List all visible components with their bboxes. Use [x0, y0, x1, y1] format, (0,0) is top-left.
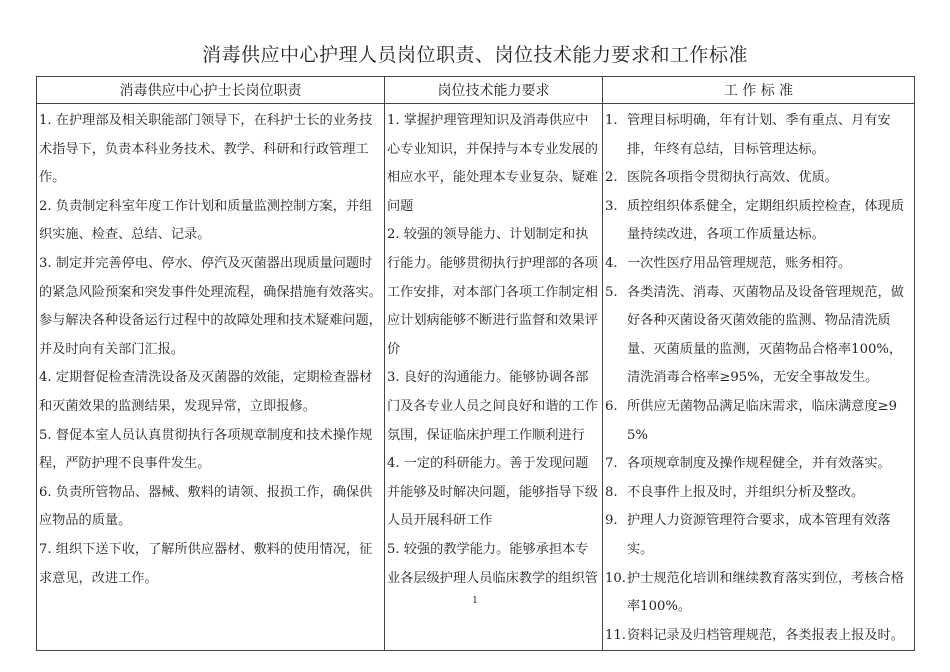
skill-item: 5. 较强的教学能力。能够承担本专业各层级护理人员临床教学的组织管	[387, 541, 598, 586]
standard-number: 10.	[605, 570, 626, 586]
duty-item: 4. 定期督促检查清洗设备及灭菌器的效能，定期检查器材和灭菌效果的监测结果，发现异常，立即报修。	[39, 370, 373, 414]
standard-item	[605, 393, 912, 450]
duty-item: 3. 制定并完善停电、停水、停汽及灭菌器出现质量问题时的紧急风险预案和突发事件处理流程，确保措施有效落实。参与解决各种设备运行过程中的故障处理和技术疑难问题，并及时向有关部门汇报。	[39, 255, 382, 357]
duties-cell	[37, 104, 385, 651]
table-header-row	[37, 77, 915, 104]
standard-text: 各项规章制度及操作规程健全，并有效落实。	[627, 456, 891, 472]
duty-item: 5. 督促本室人员认真贯彻执行各项规章制度和技术操作规程，严防护理不良事件发生。	[39, 427, 373, 472]
standard-text: 不良事件上报及时，并组织分析及整改。	[627, 484, 865, 500]
standard-number: 2.	[605, 170, 618, 186]
standard-text: 各类清洗、消毒、灭菌物品及设备管理规范，做好各种灭菌设备灭菌效能的监测、物品清洗质量、灭菌质量的监测，灭菌物品合格率100%，清洗消毒合格率≥95%，无安全事故发生。	[627, 284, 904, 386]
standard-number: 5.	[605, 284, 618, 300]
duty-item: 6. 负责所管物品、器械、敷料的请领、报损工作，确保供应物品的质量。	[39, 484, 373, 529]
standard-number: 1.	[605, 113, 618, 128]
standard-item	[605, 507, 912, 564]
header-duties: 消毒供应中心护士长岗位职责	[37, 77, 385, 104]
skill-item: 1. 掌握护理管理知识及消毒供应中心专业知识，并保持与本专业发展的相应水平，能处理本专业复杂、疑难问题	[387, 113, 598, 214]
standard-text: 资料记录及归档管理规范，各类报表上报及时。	[627, 627, 904, 643]
standard-text: 一次性医疗用品管理规范，账务相符。	[627, 255, 852, 271]
header-skills: 岗位技术能力要求	[385, 77, 603, 104]
standard-text: 质控组织体系健全，定期组织质控检查，体现质量持续改进，各项工作质量达标。	[627, 198, 904, 243]
duty-item: 2. 负责制定科室年度工作计划和质量监测控制方案，并组织实施、检查、总结、记录。	[39, 198, 373, 243]
document-title: 消毒供应中心护理人员岗位职责、岗位技术能力要求和工作标准	[201, 44, 748, 66]
standard-text: 护士规范化培训和继续教育落实到位，考核合格率100%。	[627, 570, 904, 615]
standard-number: 4.	[605, 255, 618, 271]
duty-item: 1. 在护理部及相关职能部门领导下，在科护士长的业务技术指导下，负责本科业务技术、教学、科研和行政管理工作。	[39, 113, 373, 186]
standard-text: 所供应无菌物品满足临床需求，临床满意度≥95%	[627, 398, 898, 443]
standard-item	[605, 107, 912, 164]
standard-item	[605, 279, 912, 393]
standard-number: 7.	[605, 456, 618, 472]
standard-item	[605, 565, 912, 622]
standard-number: 8.	[605, 484, 618, 500]
standard-item	[605, 479, 912, 508]
duties-table	[36, 76, 915, 651]
standard-text: 护理人力资源管理符合要求，成本管理有效落实。	[627, 513, 891, 557]
standard-number: 11.	[605, 627, 626, 643]
table-body-row	[37, 104, 915, 651]
standard-item	[605, 622, 912, 651]
standards-cell	[603, 104, 915, 651]
skills-cell	[385, 104, 603, 651]
standard-item	[605, 250, 912, 279]
skill-item: 3. 良好的沟通能力。能够协调各部门及各专业人员之间良好和谐的工作氛围，保证临床护理工作顺利进行	[387, 370, 598, 443]
standard-text: 管理目标明确，年有计划、季有重点、月有安排，年终有总结，目标管理达标。	[627, 113, 891, 157]
standard-item	[605, 164, 912, 193]
duty-item: 7. 组织下送下收，了解所供应器材、敷料的使用情况，征求意见，改进工作。	[39, 541, 373, 586]
standard-item	[605, 193, 912, 250]
skill-item: 4. 一定的科研能力。善于发现问题并能够及时解决问题，能够指导下级人员开展科研工作	[387, 456, 598, 529]
standard-number: 6.	[605, 398, 618, 414]
standard-text: 医院各项指令贯彻执行高效、优质。	[627, 170, 838, 186]
header-standards: 工 作 标 准	[603, 77, 915, 104]
skill-item: 2. 较强的领导能力、计划制定和执行能力。能够贯彻执行护理部的各项工作安排，对本部门各项工作制定相应计划病能够不断进行监督和效果评价	[387, 227, 598, 357]
standard-number: 3.	[605, 198, 618, 214]
page-number: 1	[472, 596, 478, 606]
standard-number: 9.	[605, 513, 618, 529]
standard-item	[605, 450, 912, 479]
